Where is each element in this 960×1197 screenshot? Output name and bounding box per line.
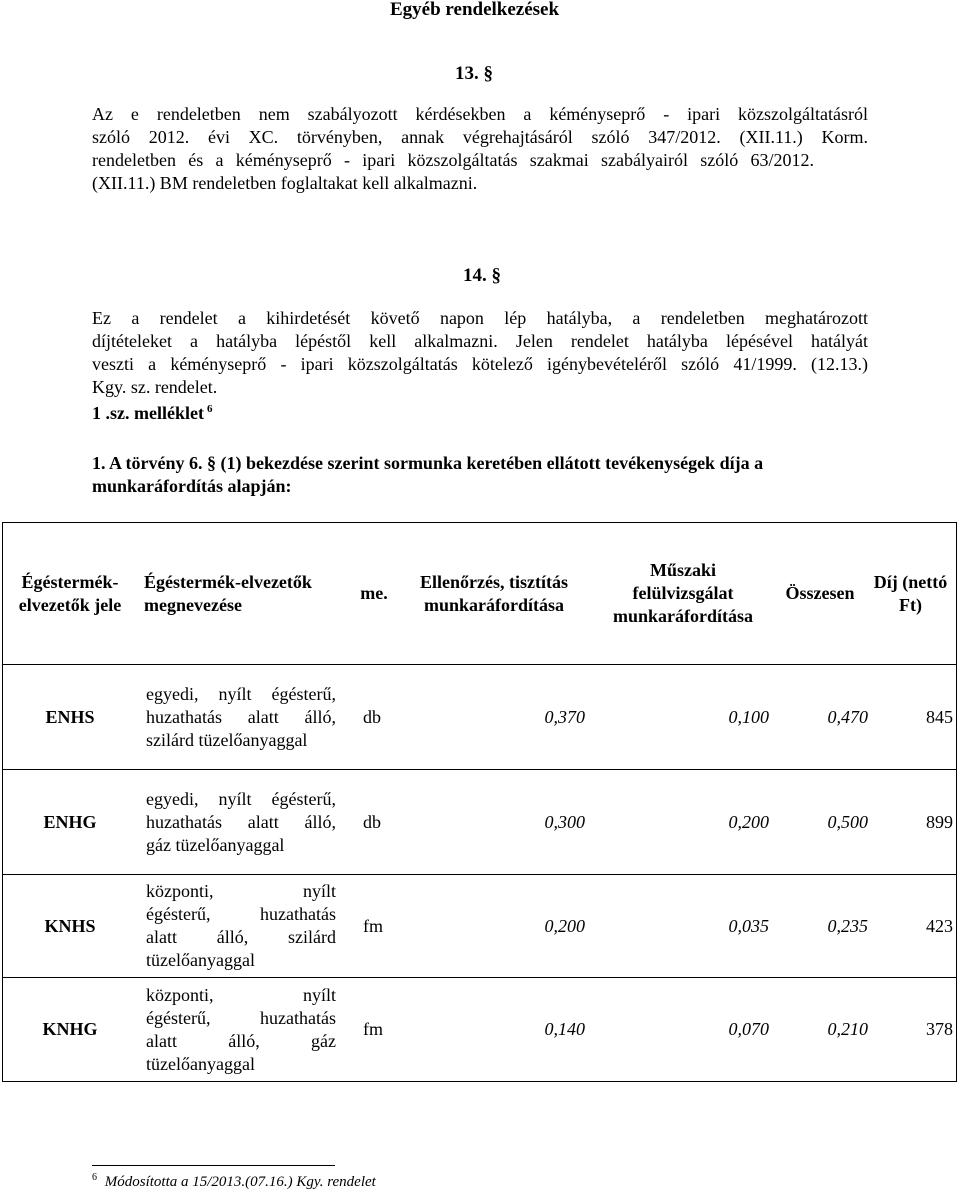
row-total: 0,235 xyxy=(827,915,868,936)
header-code: Égéstermék-elvezetők jele xyxy=(18,571,122,615)
paragraph-14-line: Ez a rendelet a kihirdetését követő napon lép hatályba, a rendeletben meghatározott xyxy=(92,308,868,328)
row-inspection: 0,370 xyxy=(544,706,585,727)
paragraph-13-line: (XII.11.) BM rendeletben foglaltakat kell alkalmazni. xyxy=(92,173,478,193)
row-technical: 0,200 xyxy=(728,811,769,832)
row-name-line: tüzelőanyaggal xyxy=(146,950,255,970)
footnote-separator xyxy=(92,1165,335,1166)
row-code: ENHG xyxy=(43,811,97,832)
footnote xyxy=(92,1173,376,1191)
paragraph-14-line: veszti a kéményseprő - ipari közszolgáltatás kötelező igénybevételéről szóló 41/1999. (12.13.) xyxy=(92,354,868,374)
row-name-line: égésterű, huzathatás xyxy=(146,1007,336,1028)
row-fee: 378 xyxy=(926,1019,953,1039)
row-name-line: tüzelőanyaggal xyxy=(146,1053,255,1074)
row-inspection: 0,300 xyxy=(544,811,585,832)
row-name-line: gáz tüzelőanyaggal xyxy=(146,834,285,855)
row-code: KNHS xyxy=(44,915,96,936)
paragraph-13-line: szóló 2012. évi XC. törvényben, annak végrehajtásáról szóló 347/2012. (XII.11.) Korm. xyxy=(92,127,868,147)
row-name-line: szilárd tüzelőanyaggal xyxy=(146,729,308,750)
row-total: 0,500 xyxy=(827,811,868,832)
annex-title xyxy=(92,402,212,425)
row-unit: fm xyxy=(363,915,383,936)
row-name-line: égésterű, huzathatás xyxy=(146,904,336,924)
row-technical: 0,070 xyxy=(728,1019,769,1039)
row-technical: 0,035 xyxy=(728,915,769,936)
row-technical: 0,100 xyxy=(728,706,769,727)
paragraph-13-line: Az e rendeletben nem szabályozott kérdésekben a kéményseprő - ipari közszolgáltatásról xyxy=(92,104,868,124)
row-name-line: központi, nyílt xyxy=(146,881,336,901)
footnote-text: Módosította a 15/2013.(07.16.) Kgy. rendelet xyxy=(104,1174,376,1190)
row-inspection: 0,200 xyxy=(544,915,585,936)
paragraph-14-line: díjtételeket a hatályba lépéstől kell alkalmazni. Jelen rendelet hatályba lépésével hatályát xyxy=(92,331,868,351)
row-total: 0,470 xyxy=(827,706,868,727)
paragraph-14-line: Kgy. sz. rendelet. xyxy=(92,377,218,397)
table-border-right xyxy=(956,522,957,1082)
row-name-line: huzathatás alatt álló, xyxy=(146,706,336,727)
header-fee: Díj (nettó Ft) xyxy=(873,571,948,615)
paragraph-13-line: rendeletben és a kéményseprő - ipari közszolgáltatás szakmai szabályairól szóló 63/2012. xyxy=(92,150,814,170)
footnote-number: 6 xyxy=(92,1172,97,1183)
row-code: KNHG xyxy=(42,1019,98,1039)
row-total: 0,210 xyxy=(827,1019,868,1039)
row-fee: 423 xyxy=(926,915,953,936)
row-name-line: egyedi, nyílt égésterű, xyxy=(146,683,336,704)
row-code: ENHS xyxy=(45,706,95,727)
row-name xyxy=(143,770,339,874)
annex-footnote-ref: 6 xyxy=(206,403,213,415)
row-name xyxy=(143,978,339,1081)
row-fee: 899 xyxy=(926,811,953,832)
row-unit: fm xyxy=(363,1019,383,1039)
header-name: Égéstermék-elvezetők megnevezése xyxy=(144,571,312,615)
annex-title-text: 1 .sz. melléklet xyxy=(92,403,204,423)
row-name-line: alatt álló, szilárd xyxy=(146,927,336,947)
section-heading: Egyéb rendelkezések xyxy=(390,0,560,20)
row-name-line: alatt álló, gáz xyxy=(146,1030,336,1051)
header-total: Összesen xyxy=(785,583,855,603)
row-inspection: 0,140 xyxy=(544,1019,585,1039)
header-technical: Műszaki felülvizsgálat munkaráfordítása xyxy=(612,560,753,626)
row-name xyxy=(143,875,339,977)
paragraph-13-number: 13. § xyxy=(455,63,493,84)
header-inspection: Ellenőrzés, tisztítás munkaráfordítása xyxy=(420,571,568,615)
row-name-line: huzathatás alatt álló, xyxy=(146,811,336,832)
intro-line: munkaráfordítás alapján: xyxy=(92,476,292,496)
table-border-bottom xyxy=(2,1081,957,1082)
row-unit: db xyxy=(363,811,381,832)
row-name-line: egyedi, nyílt égésterű, xyxy=(146,788,336,809)
paragraph-14-number: 14. § xyxy=(463,265,501,286)
intro-line: 1. A törvény 6. § (1) bekezdése szerint sormunka keretében ellátott tevékenységek díja a xyxy=(92,453,764,473)
row-fee: 845 xyxy=(926,706,953,727)
row-name xyxy=(143,665,339,769)
header-unit: me. xyxy=(360,583,388,603)
row-unit: db xyxy=(363,706,381,727)
row-name-line: központi, nyílt xyxy=(146,984,336,1005)
